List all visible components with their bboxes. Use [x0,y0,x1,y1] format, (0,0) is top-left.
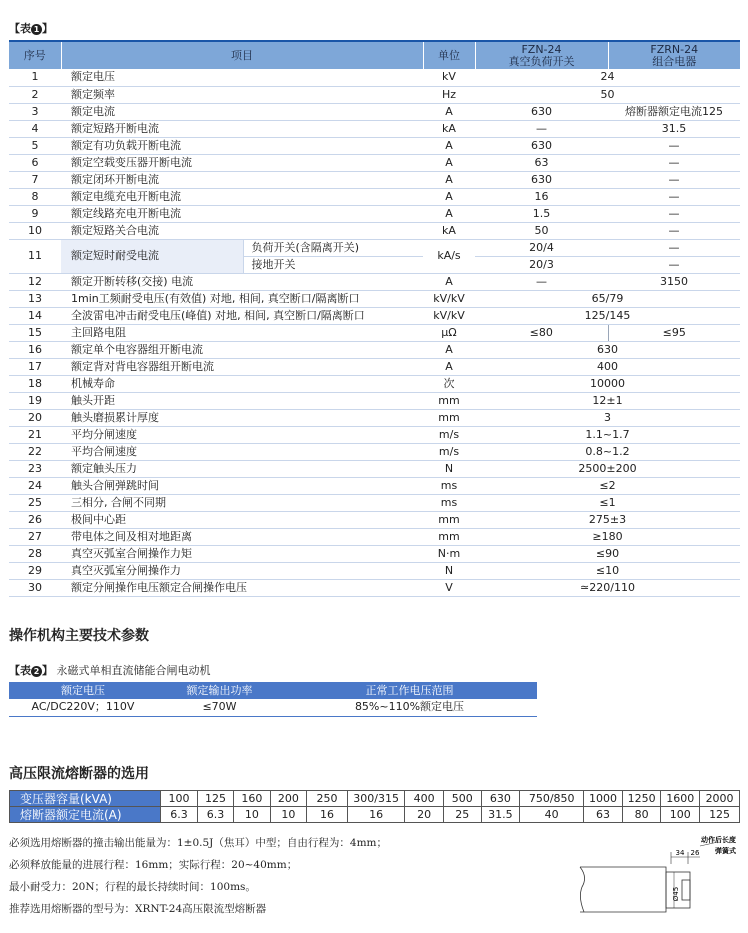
row-value-fzn: 630 [475,137,608,154]
row-item: 额定线路充电开断电流 [61,205,423,222]
row-value-shared: 630 [475,341,740,358]
row-value-shared: 0.8~1.2 [475,443,740,460]
cell-voltage-range: 85%~110%额定电压 [282,699,537,716]
header-fzrn-model: FZRN-24 [650,42,699,56]
row-index: 18 [9,375,61,392]
row-value-shared: 12±1 [475,392,740,409]
row-item: 真空灭弧室分闸操作力 [61,562,423,579]
header-fzrn-desc: 组合电器 [652,54,697,68]
row-value-shared: 125/145 [475,307,740,324]
row-unit: kA [423,222,475,239]
row-index: 8 [9,188,61,205]
row-index: 26 [9,511,61,528]
spec-row [9,426,740,443]
row-value-fzn: 20/3 [475,256,608,273]
fuse-drawing [578,832,743,932]
table1-tag [9,20,53,36]
drawing-label-spring: 弹簧式 [715,847,736,855]
row-value-fzn: ≤80 [475,324,608,341]
spec-row [9,443,740,460]
spec-row [9,579,740,596]
row-value-shared: 2500±200 [475,460,740,477]
spec-row [9,375,740,392]
fuse-current-cell: 40 [520,807,584,823]
fuse-table-current-row [10,807,740,823]
row-value-fzrn: — [608,188,740,205]
row-value-fzrn: — [608,239,740,256]
row-index: 30 [9,579,61,596]
row-item: 极间中心距 [61,511,423,528]
row-index: 19 [9,392,61,409]
capacity-cell: 500 [443,791,481,807]
row-item: 三相分, 合闸不同期 [61,494,423,511]
table2-tag [9,662,211,678]
header-index: 序号 [9,41,61,69]
spec-row [9,205,740,222]
row-value-fzrn: — [608,205,740,222]
row-item: 额定短时耐受电流 [61,239,243,273]
row-item: 额定闭环开断电流 [61,171,423,188]
row-value-shared: ≥180 [475,528,740,545]
row-value-fzrn: 31.5 [608,120,740,137]
row-unit: A [423,205,475,222]
fuse-current-cell: 63 [584,807,623,823]
spec-row [9,392,740,409]
note-line: 必须释放能量的进展行程：16mm；实际行程：20~40mm； [9,859,298,871]
spec-row [9,154,740,171]
row-item: 1min工频耐受电压(有效值) 对地, 相间, 真空断口/隔离断口 [61,290,423,307]
fuse-table-capacity-row [10,791,740,807]
header-rated-voltage: 额定电压 [9,682,157,699]
row-value-fzn: 630 [475,171,608,188]
fuse-current-cell: 31.5 [481,807,520,823]
row-value-fzrn: — [608,256,740,273]
row-value-fzn: — [475,120,608,137]
spec-row [9,222,740,239]
fuse-current-cell: 16 [347,807,404,823]
spec-row [9,409,740,426]
row-item: 额定频率 [61,86,423,103]
row-item: 主回路电阻 [61,324,423,341]
spec-row [9,273,740,290]
mechanism-table-row [9,699,537,716]
table1-tag-open: 【表 [9,22,31,35]
row-item: 额定电流 [61,103,423,120]
spec-row [9,188,740,205]
section-title-mechanism: 操作机构主要技术参数 [9,628,149,644]
row-unit: mm [423,528,475,545]
fuse-drawing-svg [578,832,743,932]
fuse-notes [9,832,387,920]
row-unit: A [423,341,475,358]
row-value-fzrn: — [608,222,740,239]
spec-row [9,290,740,307]
capacity-label: 变压器容量(kVA) [10,791,161,807]
row-item: 额定短路开断电流 [61,120,423,137]
row-unit: N [423,460,475,477]
row-unit: mm [423,409,475,426]
spec-row [9,528,740,545]
row-index: 13 [9,290,61,307]
capacity-cell: 100 [161,791,197,807]
row-value-fzrn: — [608,137,740,154]
fuse-current-cell: 6.3 [197,807,233,823]
spec-table [9,40,740,597]
spec-row [9,171,740,188]
cell-rated-voltage: AC/DC220V；110V [9,699,157,716]
row-index: 6 [9,154,61,171]
drawing-dim-34: 34 [675,849,685,857]
row-index: 14 [9,307,61,324]
row-value-shared: 400 [475,358,740,375]
mechanism-table-header [9,682,537,699]
row-unit: mm [423,511,475,528]
row-unit: A [423,137,475,154]
spec-row [9,307,740,324]
capacity-cell: 1000 [584,791,623,807]
row-value-fzrn: ≤95 [608,324,740,341]
row-unit: kV [423,69,475,86]
row-index: 24 [9,477,61,494]
row-value-shared: ≤2 [475,477,740,494]
row-value-fzrn: — [608,171,740,188]
capacity-cell: 400 [405,791,444,807]
spec-row [9,460,740,477]
row-item: 触头磨损累计厚度 [61,409,423,426]
header-item: 项目 [61,41,423,69]
row-unit: A [423,273,475,290]
header-rated-power: 额定输出功率 [157,682,282,699]
row-subitem: 负荷开关(含隔离开关) [243,239,423,256]
capacity-cell: 1600 [661,791,700,807]
capacity-cell: 2000 [700,791,740,807]
row-item: 额定单个电容器组开断电流 [61,341,423,358]
row-value-shared: ≤90 [475,545,740,562]
row-value-fzn: 1.5 [475,205,608,222]
table2-tag-number: 2 [31,666,42,677]
fuse-current-cell: 125 [700,807,740,823]
spec-row [9,358,740,375]
fuse-current-cell: 16 [307,807,348,823]
header-fzn [475,41,608,69]
capacity-cell: 1250 [622,791,661,807]
spec-row [9,120,740,137]
row-unit: ms [423,477,475,494]
row-value-fzn: 16 [475,188,608,205]
row-item: 平均分闸速度 [61,426,423,443]
spec-row [9,494,740,511]
row-index: 4 [9,120,61,137]
row-index: 23 [9,460,61,477]
drawing-fuse-body [580,867,666,912]
drawing-striker [682,880,690,900]
row-value-shared: 50 [475,86,740,103]
row-index: 9 [9,205,61,222]
capacity-cell: 200 [270,791,306,807]
spec-row [9,324,740,341]
fuse-current-label: 熔断器额定电流(A) [10,807,161,823]
row-value-shared: 10000 [475,375,740,392]
row-unit: N [423,562,475,579]
row-unit: Hz [423,86,475,103]
capacity-cell: 750/850 [520,791,584,807]
fuse-current-cell: 25 [443,807,481,823]
note-line: 推荐选用熔断器的型号为：XRNT-24高压限流型熔断器 [9,903,267,915]
row-unit: kA [423,120,475,137]
row-unit: V [423,579,475,596]
row-unit: 次 [423,375,475,392]
row-value-fzn: 630 [475,103,608,120]
fuse-current-cell: 80 [622,807,661,823]
spec-row [9,86,740,103]
fuse-current-cell: 100 [661,807,700,823]
row-item: 额定空载变压器开断电流 [61,154,423,171]
row-value-fzn: 63 [475,154,608,171]
capacity-cell: 630 [481,791,520,807]
drawing-label-length: 动作后长度 [701,836,736,844]
row-value-shared: 275±3 [475,511,740,528]
row-unit: A [423,358,475,375]
row-item: 额定短路关合电流 [61,222,423,239]
row-item: 平均合闸速度 [61,443,423,460]
fuse-current-cell: 10 [234,807,270,823]
row-unit: A [423,188,475,205]
row-value-shared: 1.1~1.7 [475,426,740,443]
row-value-shared: ≤1 [475,494,740,511]
note-line: 必须选用熔断器的撞击输出能量为：1±0.5J（焦耳）中型；自由行程为：4mm； [9,837,387,849]
row-index: 22 [9,443,61,460]
spec-row [9,239,740,256]
spec-row [9,137,740,154]
table2-tag-close: 】 [42,664,53,677]
row-index: 29 [9,562,61,579]
row-unit: kV/kV [423,307,475,324]
row-index: 5 [9,137,61,154]
row-item: 触头开距 [61,392,423,409]
row-item: 带电体之间及相对地距离 [61,528,423,545]
spec-row [9,511,740,528]
drawing-dim-26: 26 [690,849,700,857]
table2-caption: 永磁式单相直流储能合闸电动机 [56,664,211,677]
header-fzn-desc: 真空负荷开关 [508,54,575,68]
row-index: 2 [9,86,61,103]
row-item: 机械寿命 [61,375,423,392]
drawing-break-line [580,867,585,912]
header-fzrn [608,41,740,69]
row-item: 额定电压 [61,69,423,86]
row-index: 12 [9,273,61,290]
row-index: 17 [9,358,61,375]
fuse-current-cell: 20 [405,807,444,823]
row-unit: μΩ [423,324,475,341]
row-value-shared: 24 [475,69,740,86]
row-value-shared: 65/79 [475,290,740,307]
row-value-fzrn: — [608,154,740,171]
row-index: 21 [9,426,61,443]
row-index: 7 [9,171,61,188]
row-unit: kA/s [423,239,475,273]
row-index: 10 [9,222,61,239]
row-index: 20 [9,409,61,426]
row-item: 额定开断转移(交接) 电流 [61,273,423,290]
row-index: 1 [9,69,61,86]
row-unit: m/s [423,443,475,460]
row-index: 16 [9,341,61,358]
spec-row [9,341,740,358]
row-index: 15 [9,324,61,341]
drawing-diameter: Ø45 [672,886,680,902]
capacity-cell: 160 [234,791,270,807]
section-title-fuse: 高压限流熔断器的选用 [9,766,149,782]
row-unit: mm [423,392,475,409]
row-value-fzrn: 熔断器额定电流125 [608,103,740,120]
mechanism-table [9,682,537,717]
row-item: 触头合闸弹跳时间 [61,477,423,494]
capacity-cell: 300/315 [347,791,404,807]
row-unit: m/s [423,426,475,443]
row-index: 3 [9,103,61,120]
spec-row [9,477,740,494]
row-item: 额定分闸操作电压额定合闸操作电压 [61,579,423,596]
spec-row [9,69,740,86]
row-value-fzn: — [475,273,608,290]
spec-row [9,562,740,579]
spec-row [9,103,740,120]
row-item: 额定触头压力 [61,460,423,477]
header-fzn-model: FZN-24 [521,42,562,56]
table2-tag-open: 【表 [9,664,31,677]
spec-row [9,545,740,562]
table1-tag-number: 1 [31,24,42,35]
header-voltage-range: 正常工作电压范围 [282,682,537,699]
fuse-table [9,790,740,823]
table1-tag-close: 】 [42,22,53,35]
fuse-current-cell: 10 [270,807,306,823]
capacity-cell: 125 [197,791,233,807]
row-index: 25 [9,494,61,511]
row-unit: A [423,171,475,188]
row-unit: N·m [423,545,475,562]
header-unit: 单位 [423,41,475,69]
row-item: 额定背对背电容器组开断电流 [61,358,423,375]
note-line: 最小耐受力：20N；行程的最长持续时间：100ms。 [9,881,256,893]
row-value-shared: 3 [475,409,740,426]
row-value-shared: ≤10 [475,562,740,579]
row-subitem: 接地开关 [243,256,423,273]
row-unit: kV/kV [423,290,475,307]
capacity-cell: 250 [307,791,348,807]
spec-table-header [9,41,740,69]
row-unit: A [423,154,475,171]
row-index: 27 [9,528,61,545]
row-index: 11 [9,239,61,273]
row-item: 真空灭弧室合闸操作力矩 [61,545,423,562]
row-value-shared: ≃220/110 [475,579,740,596]
row-value-fzn: 20/4 [475,239,608,256]
row-item: 全波雷电冲击耐受电压(峰值) 对地, 相间, 真空断口/隔离断口 [61,307,423,324]
row-item: 额定电缆充电开断电流 [61,188,423,205]
row-value-fzrn: 3150 [608,273,740,290]
row-item: 额定有功负载开断电流 [61,137,423,154]
cell-rated-power: ≤70W [157,699,282,716]
row-index: 28 [9,545,61,562]
fuse-current-cell: 6.3 [161,807,197,823]
row-unit: A [423,103,475,120]
row-unit: ms [423,494,475,511]
row-value-fzn: 50 [475,222,608,239]
